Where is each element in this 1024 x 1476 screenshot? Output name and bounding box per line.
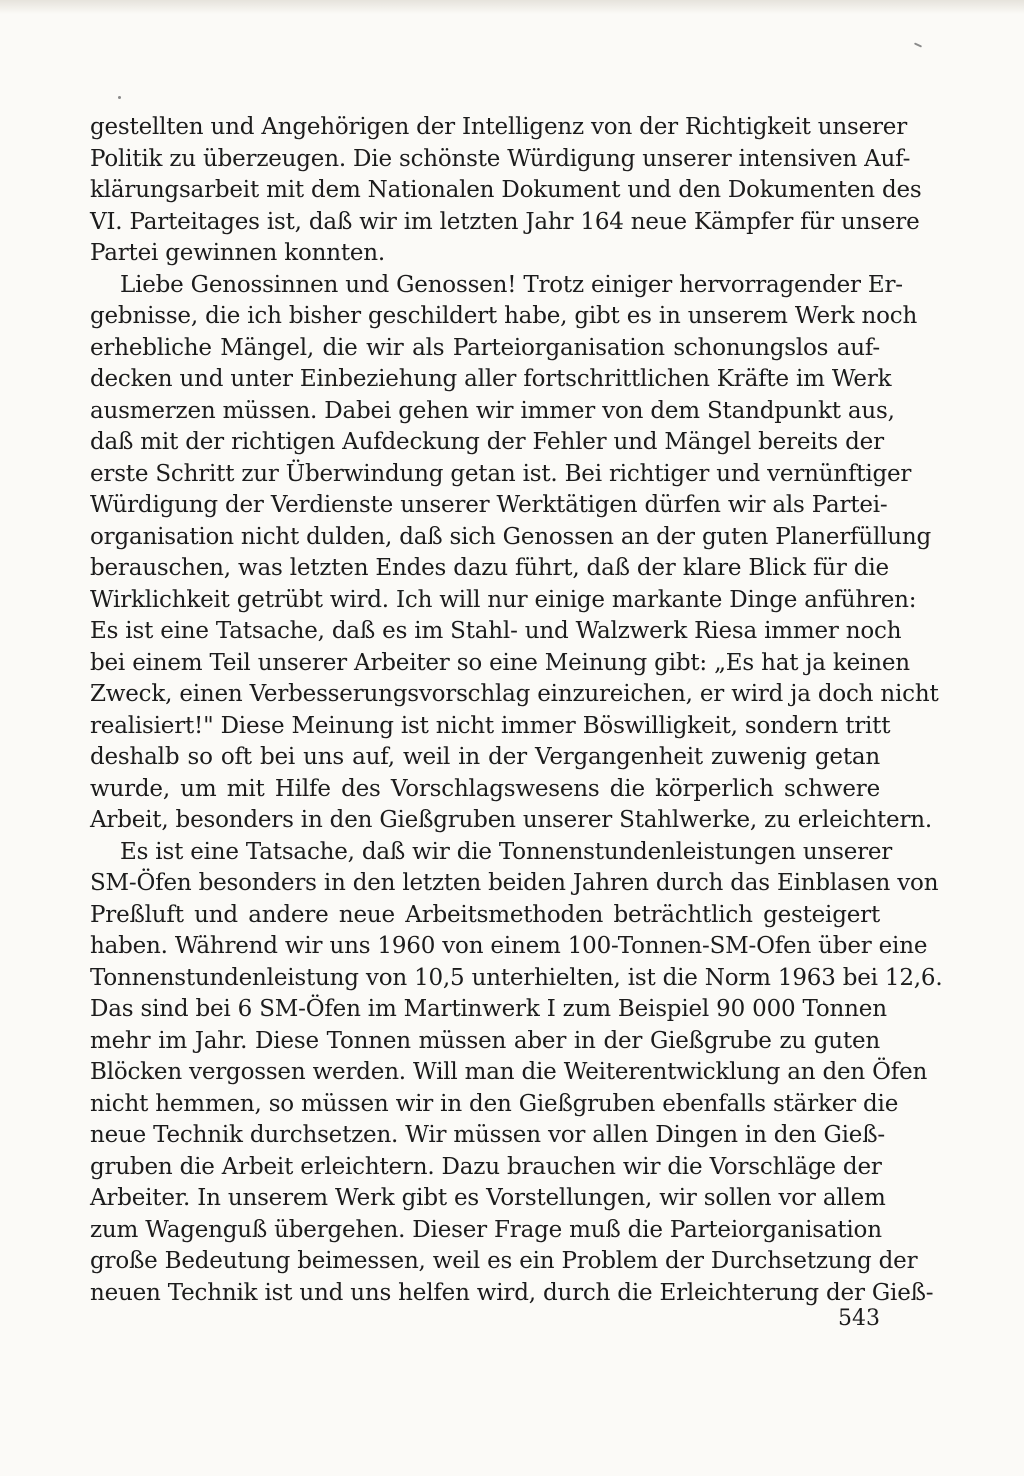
text-line: SM-Öfen besonders in den letzten beiden Jahren durch das Einblasen von [90,870,939,896]
text-line: wurde, um mit Hilfe des Vorschlagswesens die körperlich schwere [90,775,880,802]
text-line: Arbeiter. In unserem Werk gibt es Vorstellungen, wir sollen vor allem [90,1185,886,1211]
text-line: erste Schritt zur Überwindung getan ist. Bei richtiger und vernünftiger [90,460,912,487]
text-line: Liebe Genossinnen und Genossen! Trotz einiger hervorragender Er- [120,271,903,298]
page-number: 543 [838,1306,880,1331]
text-line: haben. Während wir uns 1960 von einem 100-Tonnen-SM-Ofen über eine [90,933,928,959]
ink-speck [118,96,121,99]
text-line: gestellten und Angehörigen der Intelligenz von der Richtigkeit unserer [90,114,907,140]
text-line: mehr im Jahr. Diese Tonnen müssen aber in der Gießgrube zu guten [90,1027,880,1054]
text-line: klärungsarbeit mit dem Nationalen Dokument und den Dokumenten des [90,177,922,203]
text-line: Politik zu überzeugen. Die schönste Würdigung unserer intensiven Auf- [90,145,911,172]
text-line: Preßluft und andere neue Arbeitsmethoden beträchtlich gesteigert [90,901,880,928]
body-text [90,112,943,1309]
text-line: daß mit der richtigen Aufdeckung der Fehler und Mängel bereits der [90,429,884,455]
paragraph [90,270,939,837]
text-line: Partei gewinnen konnten. [90,240,385,266]
text-line: Blöcken vergossen werden. Will man die Weiterentwicklung an den Öfen [90,1059,928,1085]
text-line: gebnisse, die ich bisher geschildert habe, gibt es in unserem Werk noch [90,303,918,329]
text-line: Es ist eine Tatsache, daß es im Stahl- und Walzwerk Riesa immer noch [90,618,902,644]
text-line: organisation nicht dulden, daß sich Genossen an der guten Planerfüllung [90,523,932,550]
text-line: VI. Parteitages ist, daß wir im letzten Jahr 164 neue Kämpfer für unsere [90,208,920,235]
paragraph [90,837,943,1310]
text-line: berauschen, was letzten Endes dazu führt, daß der klare Blick für die [90,555,889,581]
text-line: neuen Technik ist und uns helfen wird, durch die Erleichterung der Gieß- [90,1279,934,1306]
scan-edge [0,0,1024,14]
text-line: Arbeit, besonders in den Gießgruben unserer Stahlwerke, zu erleichtern. [90,807,932,833]
text-line: Zweck, einen Verbesserungsvorschlag einzureichen, er wird ja doch nicht [90,681,939,707]
text-line: große Bedeutung beimessen, weil es ein Problem der Durchsetzung der [90,1248,918,1274]
text-line: gruben die Arbeit erleichtern. Dazu brauchen wir die Vorschläge der [90,1153,882,1180]
text-line: Es ist eine Tatsache, daß wir die Tonnenstundenleistungen unserer [120,838,893,865]
text-line: realisiert!" Diese Meinung ist nicht immer Böswilligkeit, sondern tritt [90,712,891,739]
text-line: decken und unter Einbeziehung aller fortschrittlichen Kräfte im Werk [90,366,892,392]
text-line: neue Technik durchsetzen. Wir müssen vor allen Dingen in den Gieß- [90,1122,885,1148]
paragraph [90,112,922,270]
text-line: Wirklichkeit getrübt wird. Ich will nur einige markante Dinge anführen: [90,586,917,613]
text-line: erhebliche Mängel, die wir als Parteiorganisation schonungslos auf- [90,334,880,361]
text-line: deshalb so oft bei uns auf, weil in der Vergangenheit zuwenig getan [90,744,880,770]
text-line: Würdigung der Verdienste unserer Werktätigen dürfen wir als Partei- [90,492,888,518]
text-line: ausmerzen müssen. Dabei gehen wir immer von dem Standpunkt aus, [90,397,895,424]
text-line: zum Wagenguß übergehen. Dieser Frage muß die Parteiorganisation [90,1216,882,1243]
text-line: Das sind bei 6 SM-Öfen im Martinwerk I zum Beispiel 90 000 Tonnen [90,996,887,1022]
ink-speck [914,42,922,47]
text-line: Tonnenstundenleistung von 10,5 unterhielten, ist die Norm 1963 bei 12,6. [90,964,943,991]
text-line: nicht hemmen, so müssen wir in den Gießgruben ebenfalls stärker die [90,1090,899,1117]
text-line: bei einem Teil unserer Arbeiter so eine Meinung gibt: „Es hat ja keinen [90,649,910,676]
